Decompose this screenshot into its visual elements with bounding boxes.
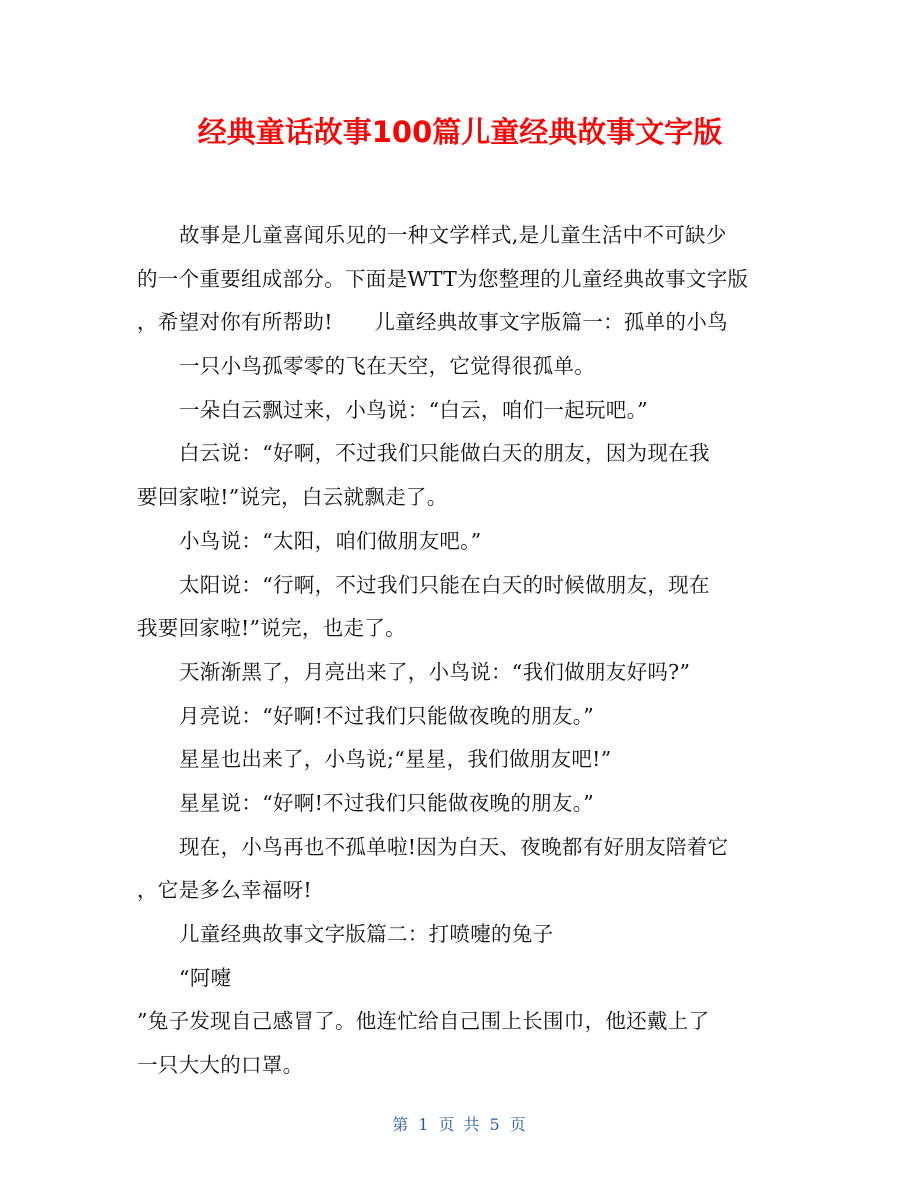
document-title: 经典童话故事100篇儿童经典故事文字版: [197, 115, 723, 149]
text-line: 一只小鸟孤零零的飞在天空，它觉得很孤单。: [179, 354, 595, 379]
text-line: “阿嚏: [179, 965, 232, 990]
text-line: 要回家啦!”说完，白云就飘走了。: [137, 485, 448, 510]
text-line: 现在，小鸟再也不孤单啦!因为白天、夜晚都有好朋友陪着它: [179, 834, 729, 859]
text-line: 星星说：“好啊!不过我们只能做夜晚的朋友。”: [179, 790, 595, 815]
text-line: 小鸟说：“太阳，咱们做朋友吧。”: [179, 528, 482, 553]
page-footer: [0, 1114, 920, 1136]
current-page-number: 1: [418, 1115, 431, 1134]
text-line: ，它是多么幸福呀!: [137, 878, 312, 903]
page-label-suffix: 页: [509, 1115, 528, 1134]
text-line: 一只大大的口罩。: [137, 1053, 304, 1078]
text-line: 我要回家啦!”说完，也走了。: [137, 616, 406, 641]
text-line: 天渐渐黑了，月亮出来了，小鸟说：“我们做朋友好吗?”: [179, 659, 691, 684]
text-line: ”兔子发现自己感冒了。他连忙给自己围上长围巾，他还戴上了: [137, 1009, 710, 1034]
total-pages-number: 5: [489, 1115, 502, 1134]
text-line: 白云说：“好啊，不过我们只能做白天的朋友，因为现在我: [179, 441, 710, 466]
page-label-mid: 页 共: [438, 1115, 482, 1134]
document-body: [137, 214, 785, 1088]
text-line: 故事是儿童喜闻乐见的一种文学样式,是儿童生活中不可缺少: [179, 223, 727, 247]
text-line: 月亮说：“好啊!不过我们只能做夜晚的朋友。”: [179, 703, 595, 728]
text-line: 星星也出来了，小鸟说;“星星，我们做朋友吧!”: [179, 747, 612, 772]
text-line: 的一个重要组成部分。下面是WTT为您整理的儿童经典故事文字版: [137, 266, 749, 291]
text-line: 太阳说：“行啊，不过我们只能在白天的时候做朋友，现在: [179, 572, 710, 597]
text-line: ，希望对你有所帮助! 儿童经典故事文字版篇一：孤单的小鸟: [137, 310, 728, 335]
text-line: 一朵白云飘过来，小鸟说：“白云，咱们一起玩吧。”: [179, 397, 648, 422]
text-line: 儿童经典故事文字版篇二：打喷嚏的兔子: [179, 922, 554, 946]
page-label-prefix: 第: [392, 1115, 411, 1134]
